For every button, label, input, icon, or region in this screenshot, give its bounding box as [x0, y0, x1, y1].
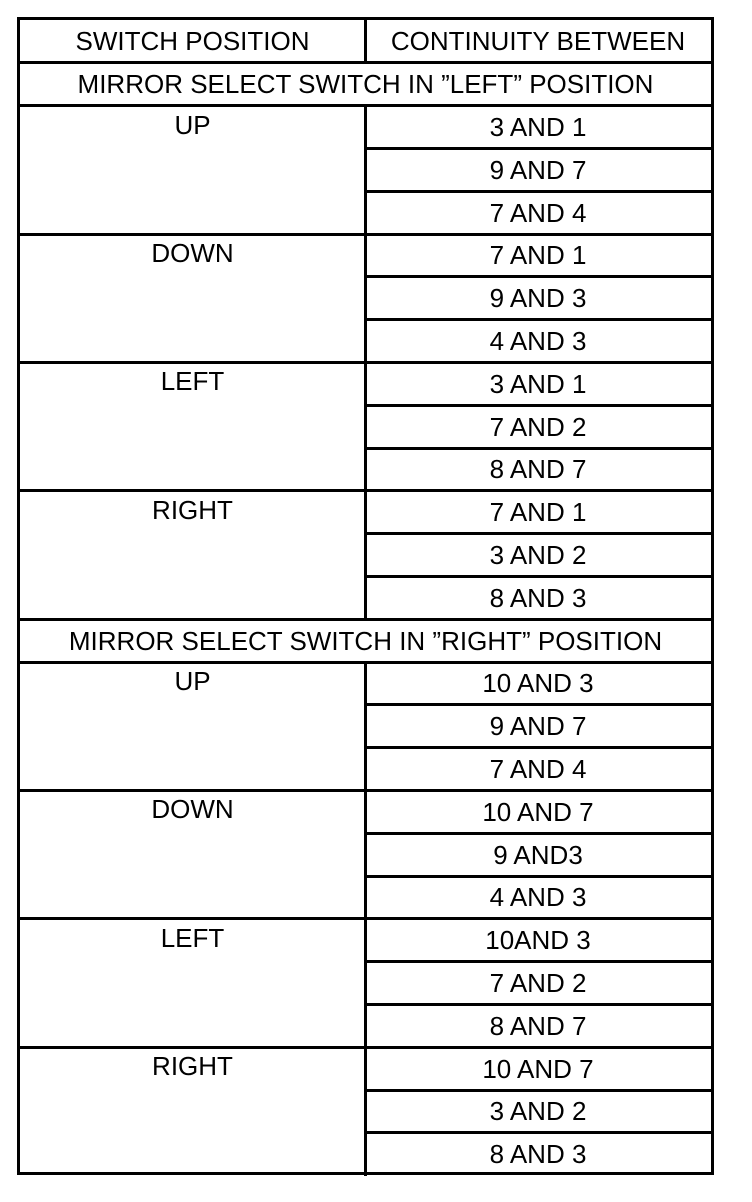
header-continuity-between: CONTINUITY BETWEEN [390, 26, 686, 57]
column-divider [364, 362, 367, 490]
continuity-pair: 10 AND 7 [482, 796, 594, 827]
column-divider [364, 234, 367, 362]
column-divider [364, 790, 367, 918]
section-title: MIRROR SELECT SWITCH IN ”RIGHT” POSITION [68, 625, 663, 656]
switch-position-label: UP [174, 109, 211, 140]
continuity-pair: 4 AND 3 [489, 882, 587, 913]
column-divider [364, 919, 367, 1047]
column-divider [364, 662, 367, 790]
continuity-pair: 10AND 3 [485, 925, 591, 956]
continuity-pair: 7 AND 1 [489, 497, 587, 528]
continuity-pair: 4 AND 3 [489, 325, 587, 356]
continuity-pair: 9 AND 7 [489, 154, 587, 185]
switch-position-label: LEFT [160, 366, 225, 397]
continuity-pair: 8 AND 7 [489, 454, 587, 485]
continuity-pair: 8 AND 7 [489, 1010, 587, 1041]
continuity-pair: 3 AND 1 [489, 111, 587, 142]
switch-position-label: RIGHT [152, 1051, 233, 1082]
column-divider [364, 106, 367, 234]
continuity-pair: 9 AND 3 [489, 283, 587, 314]
continuity-pair: 8 AND 3 [489, 1139, 587, 1170]
continuity-pair: 7 AND 2 [489, 967, 587, 998]
continuity-pair: 7 AND 1 [489, 240, 587, 271]
continuity-pair: 7 AND 4 [489, 197, 587, 228]
continuity-pair: 3 AND 1 [489, 368, 587, 399]
switch-position-label: UP [174, 666, 211, 696]
switch-position-label: RIGHT [152, 494, 233, 525]
continuity-table [17, 17, 714, 1175]
continuity-pair: 10 AND 7 [482, 1053, 594, 1084]
switch-position-label: DOWN [151, 238, 234, 268]
continuity-pair: 9 AND3 [493, 839, 583, 870]
continuity-pair: 7 AND 4 [489, 753, 587, 784]
section-title: MIRROR SELECT SWITCH IN ”LEFT” POSITION [77, 69, 654, 100]
continuity-pair: 9 AND 7 [489, 711, 587, 742]
continuity-pair: 3 AND 2 [489, 1096, 587, 1127]
column-divider [364, 20, 367, 63]
continuity-pair: 3 AND 2 [489, 539, 587, 570]
column-divider [364, 1047, 367, 1175]
header-switch-position: SWITCH POSITION [75, 26, 310, 57]
switch-position-label: LEFT [160, 922, 225, 953]
continuity-pair: 8 AND 3 [489, 582, 587, 613]
continuity-pair: 10 AND 3 [482, 668, 594, 699]
column-divider [364, 491, 367, 619]
switch-position-label: DOWN [151, 794, 234, 825]
continuity-pair: 7 AND 2 [489, 411, 587, 442]
